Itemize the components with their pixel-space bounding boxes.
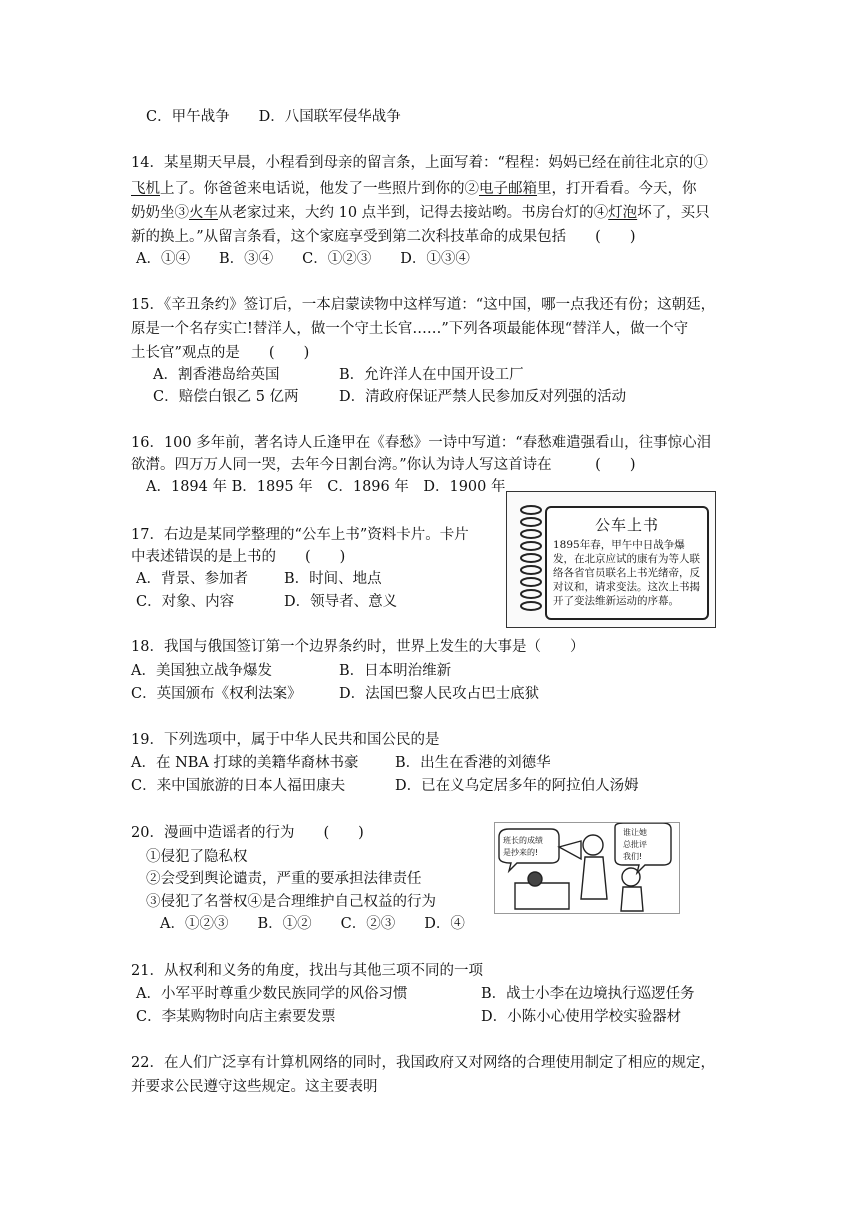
- q16-options: A．1894 年 B．1895 年 C．1896 年 D．1900 年: [146, 479, 506, 495]
- card-paper: [545, 506, 709, 620]
- q22-stem-line2: 并要求公民遵守这些规定。这主要表明: [131, 1079, 378, 1095]
- cartoon-bubble-right-line3: 我们!: [623, 852, 643, 861]
- underlined-train: 火车: [189, 205, 218, 221]
- q21-stem: 21．从权利和义务的角度，找出与其他三项不同的一项: [131, 963, 483, 979]
- q19-option-c: C．来中国旅游的日本人福田康夫: [131, 778, 346, 794]
- q20-statement-1: ①侵犯了隐私权: [146, 849, 248, 865]
- q21-option-a: A．小军平时尊重少数民族同学的风俗习惯: [136, 986, 408, 1002]
- q18-option-d: D．法国巴黎人民攻占巴士底狱: [339, 686, 540, 702]
- q19-option-d: D．已在义乌定居多年的阿拉伯人汤姆: [395, 778, 639, 794]
- q14-stem-line4: 新的换上。”从留言条看，这个家庭享受到第二次科技革命的成果包括 ( ): [131, 229, 636, 245]
- card-title: 公车上书: [594, 516, 659, 534]
- q19-option-a: A．在 NBA 打球的美籍华裔林书豪: [131, 755, 359, 771]
- resource-card-image: [506, 491, 716, 628]
- q16-stem-line1: 16．100 多年前，著名诗人丘逢甲在《春愁》一诗中写道：“春愁难遣强看山，往事惊心泪: [131, 435, 712, 451]
- rumor-cartoon-image: [494, 822, 680, 914]
- cartoon-bubble-right-line1: 谁让她: [623, 828, 647, 837]
- q17-option-d: D．领导者、意义: [284, 594, 398, 610]
- q20-stem: 20．漫画中造谣者的行为 ( ): [131, 825, 364, 841]
- q13-options-cd: C．甲午战争 D．八国联军侵华战争: [146, 109, 401, 125]
- q19-stem: 19．下列选项中，属于中华人民共和国公民的是: [131, 732, 440, 748]
- q16-stem-line2: 欲潸。四万万人同一哭，去年今日割台湾。”你认为诗人写这首诗在 ( ): [131, 457, 636, 473]
- q17-option-c: C．对象、内容: [136, 594, 235, 610]
- q15-stem-line1: 15．《辛丑条约》签订后，一本启蒙读物中这样写道：“这中国，哪一点我还有份；这朝廷，: [131, 297, 716, 313]
- q15-option-c: C．赔偿白银乙 5 亿两: [153, 389, 299, 405]
- q17-stem-line2: 中表述错误的是上书的 ( ): [131, 549, 346, 565]
- cartoon-bubble-right-line2: 总批评: [623, 840, 647, 849]
- q14-stem-line2: 飞机上了。你爸爸来电话说，他发了一些照片到你的②电子邮箱里，打开看看。今天，你: [131, 181, 697, 197]
- q15-stem-line2: 原是一个名存实亡!替洋人，做一个守土长官……”下列各项最能体现“替洋人，做一个守: [131, 321, 689, 337]
- q20-options: A．①②③ B．①② C．②③ D．④: [160, 916, 465, 932]
- q21-option-b: B．战士小李在边境执行巡逻任务: [481, 986, 695, 1002]
- q15-option-a: A．割香港岛给英国: [153, 367, 280, 383]
- q14-stem-line3: 奶奶坐③火车从老家过来，大约 10 点半到，记得去接站哟。书房台灯的④灯泡坏了，买只: [131, 205, 710, 221]
- q18-option-b: B．日本明治维新: [339, 663, 452, 679]
- q18-option-a: A．美国独立战争爆发: [131, 663, 272, 679]
- q15-option-b: B．允许洋人在中国开设工厂: [339, 367, 524, 383]
- q22-stem-line1: 22．在人们广泛享有计算机网络的同时，我国政府又对网络的合理使用制定了相应的规定，: [131, 1055, 715, 1071]
- underlined-bulb: 灯泡: [608, 205, 638, 221]
- q17-option-a: A．背景、参加者: [136, 571, 248, 587]
- q19-option-b: B．出生在香港的刘德华: [395, 755, 551, 771]
- q17-stem-line1: 17．右边是某同学整理的“公车上书”资料卡片。卡片: [131, 527, 469, 543]
- q21-option-c: C．李某购物时向店主索要发票: [136, 1009, 336, 1025]
- card-body: 1895年春，甲午中日战争爆发，在北京应试的康有为等人联络各省官员联名上书光绪帝，反对议和，请求变法。这次上书揭开了变法维新运动的序幕。: [553, 539, 700, 607]
- q14-stem-line1: 14．某星期天早晨，小程看到母亲的留言条，上面写着：“程程：妈妈已经在前往北京的①: [131, 155, 708, 171]
- q18-stem: 18．我国与俄国签订第一个边界条约时，世界上发生的大事是（ ）: [131, 639, 585, 655]
- q17-option-b: B．时间、地点: [284, 571, 382, 587]
- underlined-email: 电子邮箱: [479, 181, 537, 197]
- underlined-plane: 飞机: [131, 181, 160, 197]
- q21-option-d: D．小陈小心使用学校实验器材: [481, 1009, 682, 1025]
- q15-stem-line3: 土长官”观点的是 ( ): [131, 345, 310, 361]
- q20-statement-3-4: ③侵犯了名誉权④是合理维护自己权益的行为: [146, 894, 436, 910]
- spiral-binding-icon: [515, 502, 545, 620]
- q20-statement-2: ②会受到舆论谴责，严重的要承担法律责任: [146, 871, 422, 887]
- q14-options: A．①④ B．③④ C．①②③ D．①③④: [136, 251, 470, 267]
- q18-option-c: C．英国颁布《权利法案》: [131, 686, 302, 702]
- cartoon-bubble-left-line1: 班长的成绩: [503, 836, 543, 845]
- q15-option-d: D．清政府保证严禁人民参加反对列强的活动: [339, 389, 627, 405]
- cartoon-bubble-left-line2: 是抄来的!: [503, 848, 539, 857]
